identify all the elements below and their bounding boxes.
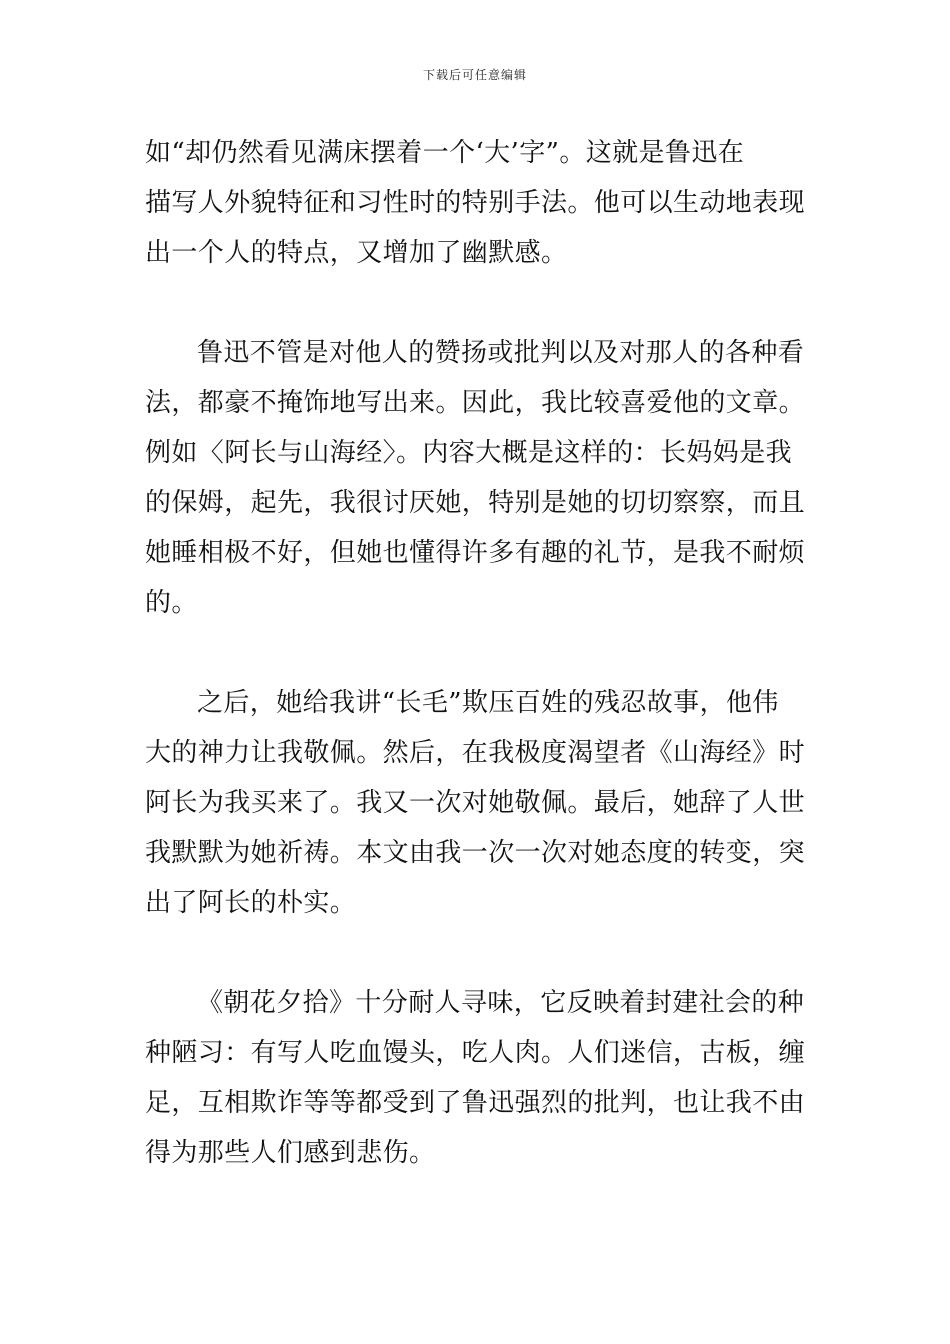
paragraph-gap	[145, 628, 810, 678]
paragraph-line: 出一个人的特点，又增加了幽默感。	[145, 238, 568, 268]
paragraph-line: 出了阿长的朴实。	[145, 888, 357, 918]
paragraph-line: 《朝花夕拾》十分耐人寻味，它反映着封建社会的种	[197, 988, 805, 1018]
paragraph-line: 的。	[145, 588, 198, 618]
paragraph-line: 种陋习：有写人吃血馒头，吃人肉。人们迷信，古板，缠	[145, 1038, 806, 1068]
paragraph-line: 阿长为我买来了。我又一次对她敬佩。最后，她辞了人世	[145, 788, 806, 818]
paragraph-1	[145, 128, 810, 278]
paragraph-line: 鲁迅不管是对他人的赞扬或批判以及对那人的各种看	[197, 338, 805, 368]
document-body	[145, 128, 810, 1178]
paragraph-line: 如“却仍然看见满床摆着一个‘大’字”。这就是鲁迅在	[145, 138, 745, 168]
paragraph-line: 之后，她给我讲“长毛”欺压百姓的残忍故事，他伟	[197, 688, 779, 718]
paragraph-line: 描写人外貌特征和习性时的特别手法。他可以生动地表现	[145, 188, 806, 218]
paragraph-line: 足，互相欺诈等等都受到了鲁迅强烈的批判，也让我不由	[145, 1088, 806, 1118]
paragraph-line: 她睡相极不好，但她也懂得许多有趣的礼节，是我不耐烦	[145, 538, 806, 568]
paragraph-3	[145, 678, 810, 928]
paragraph-line: 法，都豪不掩饰地写出来。因此，我比较喜爱他的文章。	[145, 388, 806, 418]
paragraph-line: 得为那些人们感到悲伤。	[145, 1138, 436, 1168]
paragraph-line: 例如〈阿长与山海经〉。内容大概是这样的：长妈妈是我	[145, 438, 793, 468]
paragraph-gap	[145, 278, 810, 328]
paragraph-line: 大的神力让我敬佩。然后，在我极度渴望者《山海经》时	[145, 738, 806, 768]
paragraph-line: 的保姆，起先，我很讨厌她，特别是她的切切察察，而且	[145, 488, 806, 518]
paragraph-line: 我默默为她祈祷。本文由我一次一次对她态度的转变，突	[145, 838, 806, 868]
paragraph-4	[145, 978, 810, 1178]
paragraph-2	[145, 328, 810, 628]
page-header: 下载后可任意编辑	[422, 68, 527, 82]
paragraph-gap	[145, 928, 810, 978]
